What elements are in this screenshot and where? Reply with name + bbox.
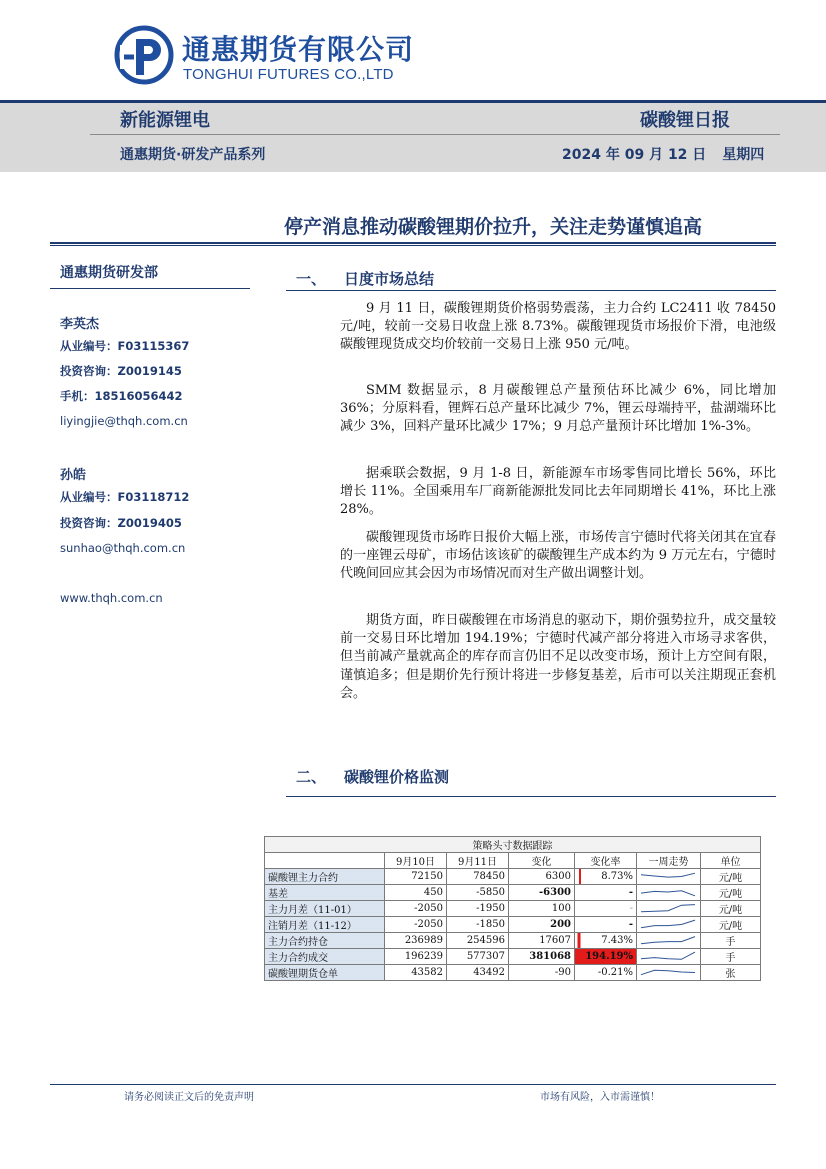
analyst-consult: 投资咨询：Z0019145 bbox=[60, 364, 182, 378]
research-dept: 通惠期货研发部 bbox=[60, 265, 158, 281]
sparkline-cell bbox=[637, 869, 701, 885]
table-header bbox=[265, 853, 385, 869]
sparkline bbox=[637, 933, 699, 948]
company-name-cn: 通惠期货有限公司 bbox=[182, 33, 415, 66]
cell-d1: 236989 bbox=[385, 933, 447, 949]
header-band-divider bbox=[90, 134, 780, 135]
cell-change: -6300 bbox=[509, 885, 575, 901]
report-date bbox=[562, 144, 780, 164]
table-header: 9月10日 bbox=[385, 853, 447, 869]
report-type: 碳酸锂日报 bbox=[640, 110, 730, 131]
cell-d2: 254596 bbox=[447, 933, 509, 949]
sparkline-cell bbox=[637, 917, 701, 933]
cell-d1: -2050 bbox=[385, 901, 447, 917]
cell-change: 100 bbox=[509, 901, 575, 917]
cell-change: 200 bbox=[509, 917, 575, 933]
paragraph: 期货方面，昨日碳酸锂在市场消息的驱动下，期价强势拉升，成交量较前一交易日环比增加 194.19%；宁德时代减产部分将进入市场寻求客供，但当前减产量就高企的库存而言仍旧不足以改变市场，预计上方空间有限，谨慎追多；但是期价先行预计将进一步修复基差，后市可以关注期现正套机会。 bbox=[340, 613, 776, 701]
row-name: 碳酸锂期货仓单 bbox=[265, 965, 385, 981]
cell-rate: -0.21% bbox=[575, 965, 637, 981]
cell-d2: 43492 bbox=[447, 965, 509, 981]
cell-unit: 元/吨 bbox=[701, 917, 761, 933]
sparkline-line bbox=[641, 873, 695, 877]
cell-rate: - bbox=[575, 917, 637, 933]
cell-d1: 450 bbox=[385, 885, 447, 901]
cell-rate: 194.19% bbox=[575, 949, 637, 965]
cell-unit: 手 bbox=[701, 933, 761, 949]
analyst-name: 孙皓 bbox=[60, 468, 87, 483]
website-link[interactable]: www.thqh.com.cn bbox=[60, 591, 163, 605]
table-row bbox=[265, 933, 761, 949]
paragraph: 碳酸锂现货市场昨日报价大幅上涨，市场传言宁德时代将关闭其在宜春的一座锂云母矿，市场估该该矿的碳酸锂生产成本约为 9 万元左右，宁德时代晚间回应其会因为市场情况而对生产做出调整计划。 bbox=[340, 530, 776, 582]
title-rule-thin bbox=[50, 245, 776, 246]
footer-disclaimer: 请务必阅读正文后的免责声明 bbox=[124, 1092, 254, 1103]
footer-risk-note: 市场有风险，入市需谨慎！ bbox=[540, 1092, 660, 1103]
analyst-email[interactable]: sunhao@thqh.com.cn bbox=[60, 541, 186, 555]
paragraph: 据乘联会数据，9 月 1-8 日，新能源车市场零售同比增长 56%，环比增长 11%。全国乘用车厂商新能源批发同比去年同期增长 41%，环比上涨 28%。 bbox=[340, 466, 776, 518]
cell-d2: -1950 bbox=[447, 901, 509, 917]
report-series: 通惠期货·研发产品系列 bbox=[120, 147, 266, 163]
sparkline-line bbox=[641, 891, 695, 896]
analyst-consult: 投资咨询：Z0019405 bbox=[60, 516, 182, 530]
paragraph: 9 月 11 日，碳酸锂期货价格弱势震荡，主力合约 LC2411 收 78450 元/吨，较前一交易日收盘上涨 8.73%。碳酸锂现货市场报价下滑，电池级碳酸锂现货成交均价较前一交易日上涨 950 元/吨。 bbox=[340, 301, 776, 353]
table-row bbox=[265, 949, 761, 965]
sparkline bbox=[637, 917, 699, 932]
sparkline-cell bbox=[637, 949, 701, 965]
sparkline bbox=[637, 869, 699, 884]
analyst-phone: 手机：18516056442 bbox=[60, 389, 183, 403]
cell-rate: 8.73% bbox=[575, 869, 637, 885]
cell-unit: 手 bbox=[701, 949, 761, 965]
sparkline bbox=[637, 885, 699, 900]
sparkline-line bbox=[641, 970, 695, 974]
cell-d2: -1850 bbox=[447, 917, 509, 933]
table-row bbox=[265, 965, 761, 981]
weekday-text: 星期四 bbox=[722, 147, 765, 163]
cell-d2: 78450 bbox=[447, 869, 509, 885]
analyst-name: 李英杰 bbox=[60, 317, 100, 332]
row-name: 注销月差（11-12） bbox=[265, 917, 385, 933]
row-name: 基差 bbox=[265, 885, 385, 901]
paragraph: SMM 数据显示，8 月碳酸锂总产量预估环比减少 6%，同比增加 36%；分原料看，锂辉石总产量环比减少 7%，锂云母端持平，盐湖端环比减少 3%，回料产量环比减少 17%；9 月总产量预计环比增加 1%-3%。 bbox=[340, 383, 776, 435]
table-header: 9月11日 bbox=[447, 853, 509, 869]
section-2-heading: 二、 碳酸锂价格监测 bbox=[296, 768, 450, 786]
table-caption: 策略头寸数据跟踪 bbox=[265, 837, 761, 853]
cell-d2: -5850 bbox=[447, 885, 509, 901]
cell-rate: - bbox=[575, 885, 637, 901]
analyst-email[interactable]: liyingjie@thqh.com.cn bbox=[60, 414, 188, 428]
table-header: 变化 bbox=[509, 853, 575, 869]
price-monitor-table bbox=[264, 836, 761, 981]
sparkline-line bbox=[641, 952, 695, 959]
cell-change: 381068 bbox=[509, 949, 575, 965]
analyst-reg: 从业编号：F03115367 bbox=[60, 339, 190, 353]
cell-d2: 577307 bbox=[447, 949, 509, 965]
sidebar-rule bbox=[50, 288, 250, 289]
table-header: 单位 bbox=[701, 853, 761, 869]
date-text: 2024 年 09 月 12 日 bbox=[562, 147, 707, 163]
row-name: 碳酸锂主力合约 bbox=[265, 869, 385, 885]
cell-rate: 7.43% bbox=[575, 933, 637, 949]
company-logo bbox=[114, 25, 174, 85]
sparkline-line bbox=[641, 920, 695, 928]
sparkline-cell bbox=[637, 901, 701, 917]
cell-rate: - bbox=[575, 901, 637, 917]
table-row bbox=[265, 901, 761, 917]
table-header: 一周走势 bbox=[637, 853, 701, 869]
sparkline-cell bbox=[637, 965, 701, 981]
table-row bbox=[265, 885, 761, 901]
company-name-en: TONGHUI FUTURES CO.,LTD bbox=[183, 66, 394, 83]
cell-unit: 元/吨 bbox=[701, 885, 761, 901]
page-title: 停产消息推动碳酸锂期价拉升，关注走势谨慎追高 bbox=[284, 216, 703, 238]
cell-change: 6300 bbox=[509, 869, 575, 885]
cell-d1: 196239 bbox=[385, 949, 447, 965]
section-1-heading: 一、 日度市场总结 bbox=[296, 270, 435, 288]
cell-d1: 72150 bbox=[385, 869, 447, 885]
sparkline bbox=[637, 965, 699, 980]
cell-unit: 元/吨 bbox=[701, 869, 761, 885]
section-1-rule bbox=[286, 290, 776, 291]
analyst-reg: 从业编号：F03118712 bbox=[60, 490, 190, 504]
table-row bbox=[265, 869, 761, 885]
sparkline-line bbox=[641, 937, 695, 944]
cell-change: 17607 bbox=[509, 933, 575, 949]
footer-rule bbox=[50, 1084, 776, 1085]
cell-d1: -2050 bbox=[385, 917, 447, 933]
report-category: 新能源锂电 bbox=[120, 110, 210, 131]
sparkline bbox=[637, 901, 699, 916]
sparkline bbox=[637, 949, 699, 964]
sparkline-line bbox=[641, 905, 695, 912]
section-2-rule bbox=[286, 796, 776, 797]
table-row bbox=[265, 917, 761, 933]
cell-d1: 43582 bbox=[385, 965, 447, 981]
title-rule bbox=[50, 242, 776, 244]
sparkline-cell bbox=[637, 933, 701, 949]
table-header: 变化率 bbox=[575, 853, 637, 869]
header-band-top-rule bbox=[0, 100, 826, 103]
row-name: 主力合约持仓 bbox=[265, 933, 385, 949]
row-name: 主力月差（11-01） bbox=[265, 901, 385, 917]
sparkline-cell bbox=[637, 885, 701, 901]
row-name: 主力合约成交 bbox=[265, 949, 385, 965]
cell-unit: 张 bbox=[701, 965, 761, 981]
cell-change: -90 bbox=[509, 965, 575, 981]
cell-unit: 元/吨 bbox=[701, 901, 761, 917]
